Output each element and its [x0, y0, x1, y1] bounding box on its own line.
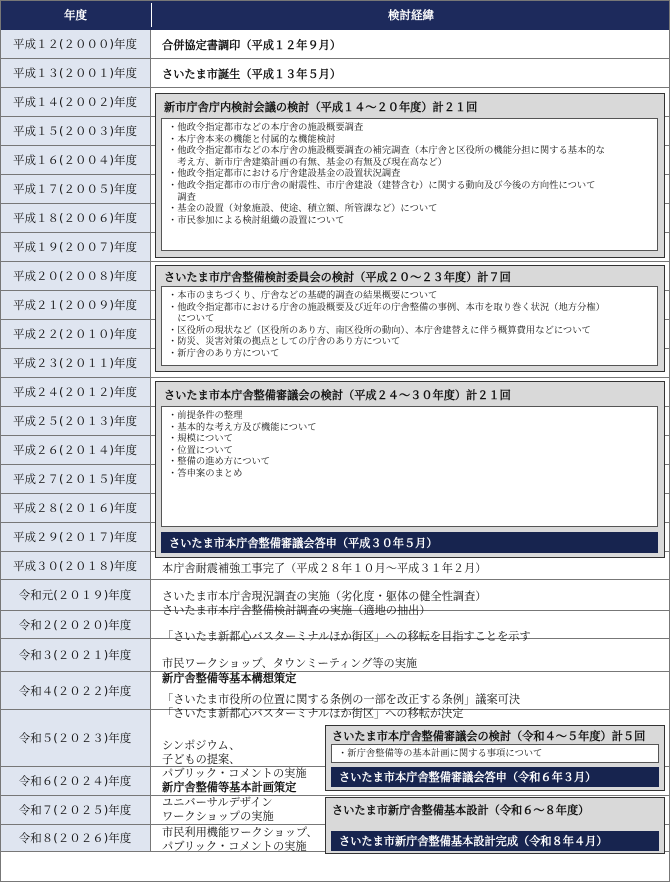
year-cell: 平成１４(２００２)年度	[0, 88, 151, 116]
panel-title: さいたま市本庁舎整備審議会の検討（平成２４～３０年度）計２１回	[164, 389, 511, 402]
panel-item: ・他政令指定都市などの本庁舎の施設概要調査	[168, 122, 364, 133]
year-cell: 平成２６(２０１４)年度	[0, 436, 151, 464]
event-h30: 本庁舎耐震補強工事完了（平成２８年１０月～平成３１年２月）	[162, 562, 487, 575]
panel-result-banner: さいたま市本庁舎整備審議会答申（平成３０年５月）	[161, 532, 658, 553]
year-cell: 令和２(２０２０)年度	[0, 611, 151, 638]
year-cell: 令和７(２０２５)年度	[0, 796, 151, 824]
year-cell: 平成２９(２０１７)年度	[0, 523, 151, 551]
panel-result-banner: さいたま市新庁舎整備基本設計完成（令和８年４月）	[331, 831, 659, 851]
table-header	[0, 0, 670, 30]
year-cell: 平成３０(２０１８)年度	[0, 552, 151, 579]
year-cell: 平成１５(２００３)年度	[0, 117, 151, 145]
year-cell: 平成１７(２００５)年度	[0, 175, 151, 203]
panel-review-committee	[155, 265, 665, 372]
year-cell: 平成２４(２０１２)年度	[0, 378, 151, 406]
event-r6-line1: ユニバーサルデザイン	[162, 796, 273, 809]
panel-item: 考え方、新市庁舎建築計画の有無、基金の有無及び現在高など）	[168, 156, 447, 168]
panel-item: ・新庁舎のあり方について	[168, 347, 280, 359]
year-cell: 令和８(２０２６)年度	[0, 825, 151, 851]
year-cell: 平成１９(２００７)年度	[0, 233, 151, 261]
panel-item: ・他政令指定都市における庁舎建設基金の設置状況調査	[168, 168, 401, 180]
detail-column-header: 検討経緯	[388, 8, 434, 22]
year-cell: 平成２７(２０１５)年度	[0, 465, 151, 493]
panel-title: さいたま市庁舎整備検討委員会の検討（平成２０～２３年度）計７回	[164, 271, 511, 284]
panel-item: について	[168, 313, 215, 325]
year-cell: 令和４(２０２２)年度	[0, 672, 151, 709]
panel-item: ・規模について	[168, 433, 233, 445]
event-r1-line1: さいたま市本庁舎現況調査の実施（劣化度・躯体の健全性調査）	[162, 590, 487, 603]
year-cell: 令和６(２０２４)年度	[0, 767, 151, 795]
panel-item: ・区役所の現状など（区役所のあり方、南区役所の動向）、本庁舎建替えに伴う概算費用などについて	[168, 324, 591, 336]
year-cell: 平成１２(２０００)年度	[0, 30, 151, 58]
year-cell: 平成１６(２００４)年度	[0, 146, 151, 174]
panel-item: ・本庁舎本来の機能と付属的な機能検討	[168, 133, 336, 145]
panel-items-box	[331, 744, 659, 763]
year-cell: 令和５(２０２３)年度	[0, 710, 151, 766]
event-r3-line1: 市民ワークショップ、タウンミーティング等の実施	[162, 657, 418, 670]
panel-item: ・基本的な考え方及び機能について	[168, 421, 317, 433]
panel-items-box	[161, 118, 658, 251]
panel-office-council	[155, 93, 665, 258]
year-cell: 平成２５(２０１３)年度	[0, 407, 151, 435]
year-cell: 平成１８(２００６)年度	[0, 204, 151, 232]
event-r7-line2: パブリック・コメントの実施	[162, 840, 307, 853]
event-r5-line2: 子どもの提案、	[162, 753, 241, 766]
panel-item: ・他政令指定都市の市庁舎の耐震性、市庁舎建設（建替含む）に関する動向及び今後の方向性について	[168, 179, 596, 191]
panel-title: 新市庁舎庁内検討会議の検討（平成１４～２０年度）計２１回	[164, 101, 478, 114]
year-cell: 平成２２(２０１０)年度	[0, 320, 151, 348]
event-r5-line1: シンポジウム、	[162, 739, 241, 752]
event-r4-line1: 「さいたま市役所の位置に関する条例の一部を改正する条例」議案可決	[162, 693, 521, 706]
panel-title: さいたま市新庁舎整備基本設計（令和６～８年度）	[332, 804, 590, 817]
panel-item: ・位置について	[168, 444, 233, 456]
event-r2: 「さいたま新都心バスターミナルほか街区」への移転を目指すことを示す	[162, 630, 531, 643]
event-h12: 合併協定書調印（平成１２年９月）	[162, 39, 342, 52]
year-cell: 平成１３(２００１)年度	[0, 59, 151, 87]
event-r6-line2: ワークショップの実施	[162, 810, 274, 823]
year-column-header: 年度	[64, 8, 87, 22]
year-cell: 平成２３(２０１１)年度	[0, 349, 151, 377]
panel-item: 調査	[168, 191, 196, 203]
event-r1-line2: さいたま市本庁舎整備検討調査の実施（適地の抽出）	[162, 604, 431, 617]
year-cell: 平成２０(２００８)年度	[0, 262, 151, 290]
event-r5-line3: パブリック・コメントの実施	[162, 767, 307, 780]
event-h13: さいたま市誕生（平成１３年５月）	[162, 68, 342, 81]
panel-item: ・答申案のまとめ	[168, 467, 243, 479]
panel-item: ・基金の設置（対象施設、使途、積立額、所管課など）について	[168, 203, 438, 215]
year-cell: 令和元(２０１９)年度	[0, 580, 151, 610]
panel-item: ・新庁舎整備等の基本計画に関する事項について	[338, 748, 543, 759]
event-r7-line1: 市民利用機能ワークショップ、	[162, 826, 318, 839]
year-cell: 平成２８(２０１６)年度	[0, 494, 151, 522]
panel-item: ・前提条件の整理	[168, 410, 243, 421]
panel-item: ・防災、災害対策の拠点としての庁舎のあり方について	[168, 336, 401, 348]
event-r4-line2: 「さいたま新都心バスターミナルほか街区」への移転が決定	[162, 707, 464, 720]
panel-title: さいたま市本庁舎整備審議会の検討（令和４～５年度）計５回	[332, 730, 646, 743]
panel-item-list	[338, 748, 654, 760]
panel-deliberation-council	[155, 381, 665, 558]
panel-item: ・他政令指定都市などの本庁舎の施設概要調査の補完調査（本庁舎と区役所の機能分担に関する基本的な	[168, 145, 605, 157]
year-cell: 令和３(２０２１)年度	[0, 639, 151, 671]
panel-item: ・他政令指定都市における庁舎の施設概要及び近年の庁舎整備の事例、本市を取り巻く状況（地方分権）	[168, 301, 605, 313]
panel-item-list	[168, 410, 653, 480]
panel-item: ・本市のまちづくり、庁舎などの基礎的調査の結果概要について	[168, 290, 438, 301]
panel-item: ・市民参加による検討組織の設置について	[168, 214, 345, 226]
panel-deliberation-council-reiwa	[325, 725, 665, 791]
year-cell: 平成２１(２００９)年度	[0, 291, 151, 319]
panel-items-box	[161, 406, 658, 527]
event-r3-line2: 新庁舎整備等基本構想策定	[162, 672, 297, 685]
panel-basic-design	[325, 797, 665, 854]
event-r5-line4: 新庁舎整備等基本計画策定	[162, 781, 297, 794]
panel-item-list	[168, 290, 653, 360]
panel-item: ・整備の進め方について	[168, 456, 271, 468]
panel-item-list	[168, 122, 653, 226]
panel-items-box	[161, 286, 658, 366]
panel-result-banner: さいたま市本庁舎整備審議会答申（令和６年３月）	[331, 767, 659, 787]
